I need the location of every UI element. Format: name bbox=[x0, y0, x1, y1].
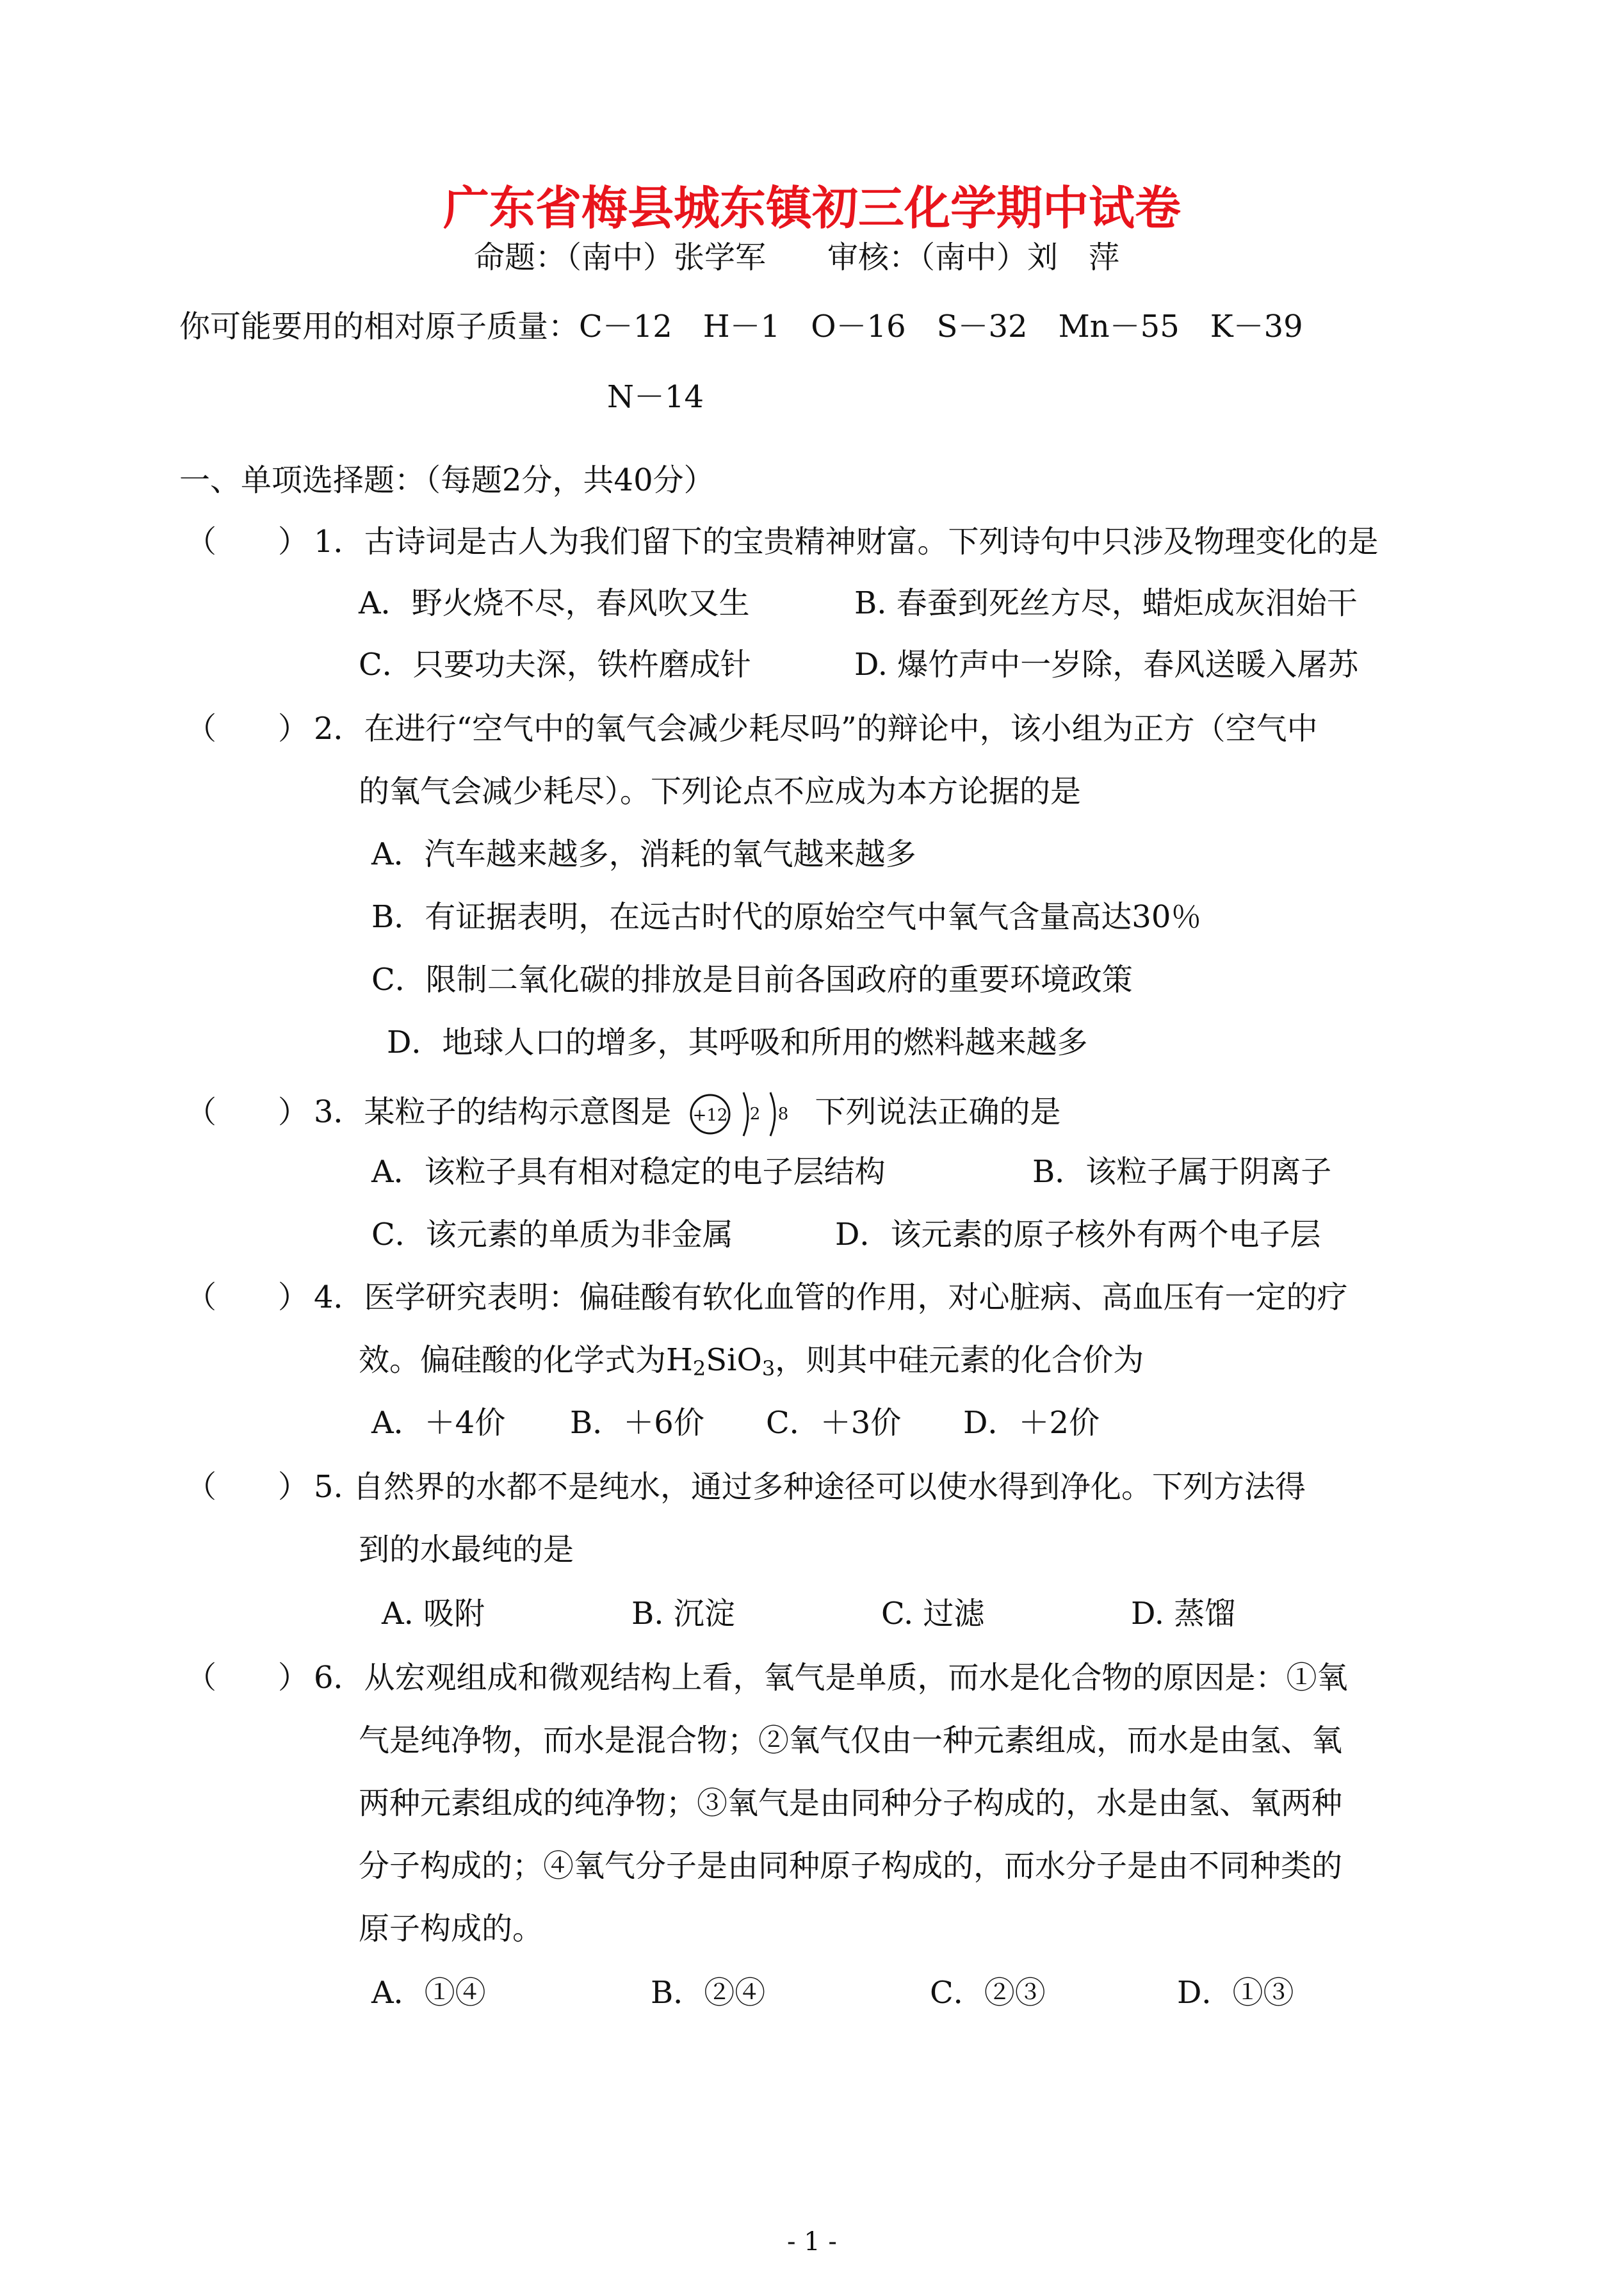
question-3-stem: （ ） 3．某粒子的结构示意图是 +12 2 8 下列说法正确的是 bbox=[186, 1089, 1061, 1140]
answer-blank-6[interactable]: （ ） bbox=[186, 1660, 309, 1696]
question-3-option-d: D．该元素的原子核外有两个电子层 bbox=[835, 1217, 1321, 1253]
atom-shell-2-label: 8 bbox=[777, 1105, 788, 1124]
question-1-option-c: C．只要功夫深，铁杵磨成针 bbox=[359, 647, 751, 683]
question-6-stem-4: 分子构成的；④氧气分子是由同种原子构成的，而水分子是由不同种类的 bbox=[359, 1848, 1343, 1884]
author-line: 命题：（南中）张学军 审核：（南中）刘 萍 bbox=[474, 239, 1120, 275]
question-3-option-a: A．该粒子具有相对稳定的电子层结构 bbox=[371, 1154, 886, 1190]
question-3-option-c: C．该元素的单质为非金属 bbox=[371, 1217, 733, 1253]
question-5-option-b: B. 沉淀 bbox=[631, 1596, 735, 1632]
question-2-option-d: D．地球人口的增多，其呼吸和所用的燃料越来越多 bbox=[387, 1025, 1088, 1060]
question-1-option-a: A．野火烧不尽，春风吹又生 bbox=[359, 585, 750, 621]
question-2-stem-1: （ ） 2．在进行“空气中的氧气会减少耗尽吗”的辩论中，该小组为正方（空气中 bbox=[186, 711, 1318, 747]
question-6-option-d: D．①③ bbox=[1177, 1975, 1294, 2011]
section-heading: 一、单项选择题：（每题2分，共40分） bbox=[179, 462, 715, 498]
page-number: - 1 - bbox=[787, 2227, 837, 2257]
atom-nucleus-label: +12 bbox=[692, 1106, 727, 1125]
question-2-stem-2: 的氧气会减少耗尽）。下列论点不应成为本方论据的是 bbox=[359, 774, 1082, 809]
question-6-stem-3: 两种元素组成的纯净物；③氧气是由同种分子构成的，水是由氢、氧两种 bbox=[359, 1785, 1343, 1821]
answer-blank-5[interactable]: （ ） bbox=[186, 1469, 309, 1505]
question-1-stem: （ ） 1．古诗词是古人为我们留下的宝贵精神财富。下列诗句中只涉及物理变化的是 bbox=[186, 524, 1379, 560]
question-6-stem-2: 气是纯净物，而水是混合物；②氧气仅由一种元素组成，而水是由氢、氧 bbox=[359, 1723, 1343, 1758]
question-6-stem-1: （ ） 6．从宏观组成和微观结构上看，氧气是单质，而水是化合物的原因是：①氧 bbox=[186, 1660, 1348, 1696]
question-2-option-b: B．有证据表明，在远古时代的原始空气中氧气含量高达30％ bbox=[371, 899, 1202, 935]
question-6-option-c: C．②③ bbox=[930, 1975, 1046, 2011]
atomic-mass-line-1: 你可能要用的相对原子质量：C－12 H－1 O－16 S－32 Mn－55 K－39 bbox=[179, 309, 1303, 345]
question-6-option-b: B．②④ bbox=[651, 1975, 766, 2011]
question-3-option-b: B．该粒子属于阴离子 bbox=[1032, 1154, 1332, 1190]
answer-blank-4[interactable]: （ ） bbox=[186, 1279, 309, 1315]
question-1-option-d: D. 爆竹声中一岁除，春风送暖入屠苏 bbox=[854, 647, 1359, 683]
atom-structure-diagram bbox=[679, 1089, 808, 1140]
question-4-stem-2: 效。偏硅酸的化学式为$H_2SiO_3$，则其中硅元素的化合价为 bbox=[359, 1342, 1144, 1381]
question-5-stem-1: （ ） 5. 自然界的水都不是纯水，通过多种途径可以使水得到净化。下列方法得 bbox=[186, 1469, 1306, 1505]
answer-blank-2[interactable]: （ ） bbox=[186, 711, 309, 747]
question-2-option-c: C．限制二氧化碳的排放是目前各国政府的重要环境政策 bbox=[371, 962, 1133, 998]
question-1-option-b: B. 春蚕到死丝方尽，蜡炬成灰泪始干 bbox=[854, 585, 1358, 621]
question-5-stem-2: 到的水最纯的是 bbox=[359, 1532, 574, 1568]
question-5-option-d: D. 蒸馏 bbox=[1131, 1596, 1236, 1632]
page-title: 广东省梅县城东镇初三化学期中试卷 bbox=[443, 181, 1181, 235]
question-6-option-a: A．①④ bbox=[371, 1975, 486, 2011]
question-6-stem-5: 原子构成的。 bbox=[359, 1911, 544, 1947]
question-4-stem-1: （ ） 4．医学研究表明：偏硅酸有软化血管的作用，对心脏病、高血压有一定的疗 bbox=[186, 1279, 1348, 1315]
answer-blank-3[interactable]: （ ） bbox=[186, 1094, 309, 1130]
question-5-option-c: C. 过滤 bbox=[881, 1596, 985, 1632]
question-4-option-b: B．＋6价 bbox=[570, 1405, 704, 1441]
question-2-option-a: A．汽车越来越多，消耗的氧气越来越多 bbox=[371, 836, 916, 872]
atomic-mass-line-2: N－14 bbox=[607, 379, 704, 415]
answer-blank-1[interactable]: （ ） bbox=[186, 524, 309, 560]
question-5-option-a: A. 吸附 bbox=[382, 1596, 485, 1632]
question-4-option-d: D．＋2价 bbox=[963, 1405, 1100, 1441]
question-4-option-c: C．＋3价 bbox=[766, 1405, 902, 1441]
atom-shell-1-label: 2 bbox=[749, 1105, 760, 1124]
question-4-option-a: A．＋4价 bbox=[371, 1405, 506, 1441]
